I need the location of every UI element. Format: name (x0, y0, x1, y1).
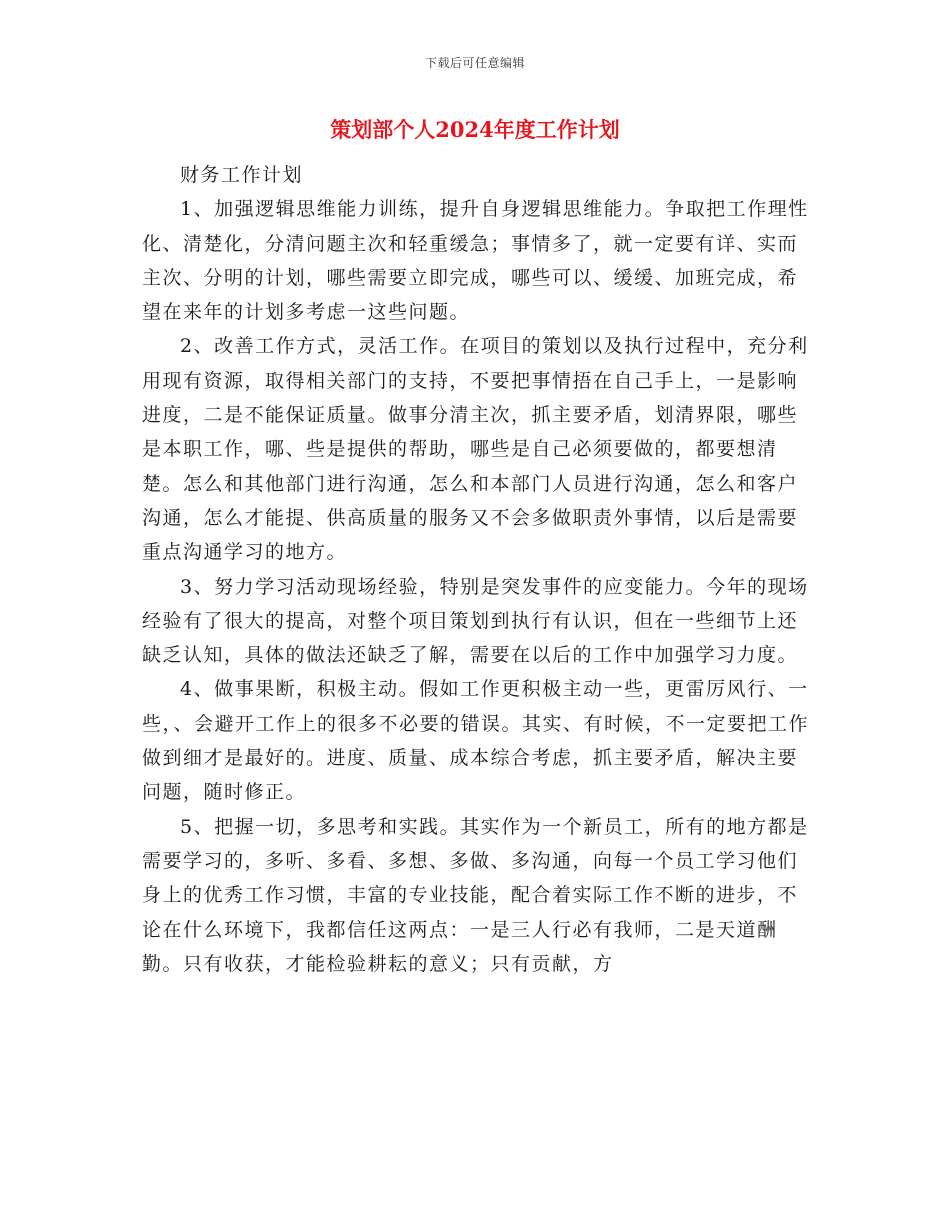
header-note: 下载后可任意编辑 (424, 56, 525, 70)
section-heading: 财务工作计划 (180, 164, 304, 186)
paragraph-1: 1、加强逻辑思维能力训练，提升自身逻辑思维能力。争取把工作理性化、清楚化，分清问题主次和轻重缓急；事情多了，就一定要有详、实而主次、分明的计划，哪些需要立即完成，哪些可以、缓缓、加班完成，希望在来年的计划多考虑一这些问题。 (142, 198, 809, 324)
document-body (142, 158, 812, 981)
paragraph-3: 3、努力学习活动现场经验，特别是突发事件的应变能力。今年的现场经验有了很大的提高，对整个项目策划到执行有认识，但在一些细节上还缺乏认知，具体的做法还缺乏了解，需要在以后的工作中加强学习力度。 (142, 575, 809, 667)
paragraph-5: 5、把握一切，多思考和实践。其实作为一个新员工，所有的地方都是需要学习的，多听、多看、多想、多做、多沟通，向每一个员工学习他们身上的优秀工作习惯，丰富的专业技能，配合着实际工作不断的进步，不论在什么环境下，我都信任这两点：一是三人行必有我师，二是天道酬勤。只有收获，才能检验耕耘的意义；只有贡献，方 (142, 815, 809, 975)
paragraph-4: 4、做事果断，积极主动。假如工作更积极主动一些，更雷厉风行、一些，、会避开工作上的很多不必要的错误。其实、有时候，不一定要把工作做到细才是最好的。进度、质量、成本综合考虑，抓主要矛盾，解决主要问题，随时修正。 (142, 678, 810, 804)
paragraph-2: 2、改善工作方式，灵活工作。在项目的策划以及执行过程中，充分利用现有资源，取得相关部门的支持，不要把事情捂在自己手上，一是影响进度，二是不能保证质量。做事分清主次，抓主要矛盾，划清界限，哪些是本职工作，哪、些是提供的帮助，哪些是自己必须要做的，都要想清楚。怎么和其他部门进行沟通，怎么和本部门人员进行沟通，怎么和客户沟通，怎么才能提、供高质量的服务又不会多做职责外事情，以后是需要重点沟通学习的地方。 (142, 335, 809, 564)
document-title: 策划部个人2024年度工作计划 (330, 117, 620, 142)
